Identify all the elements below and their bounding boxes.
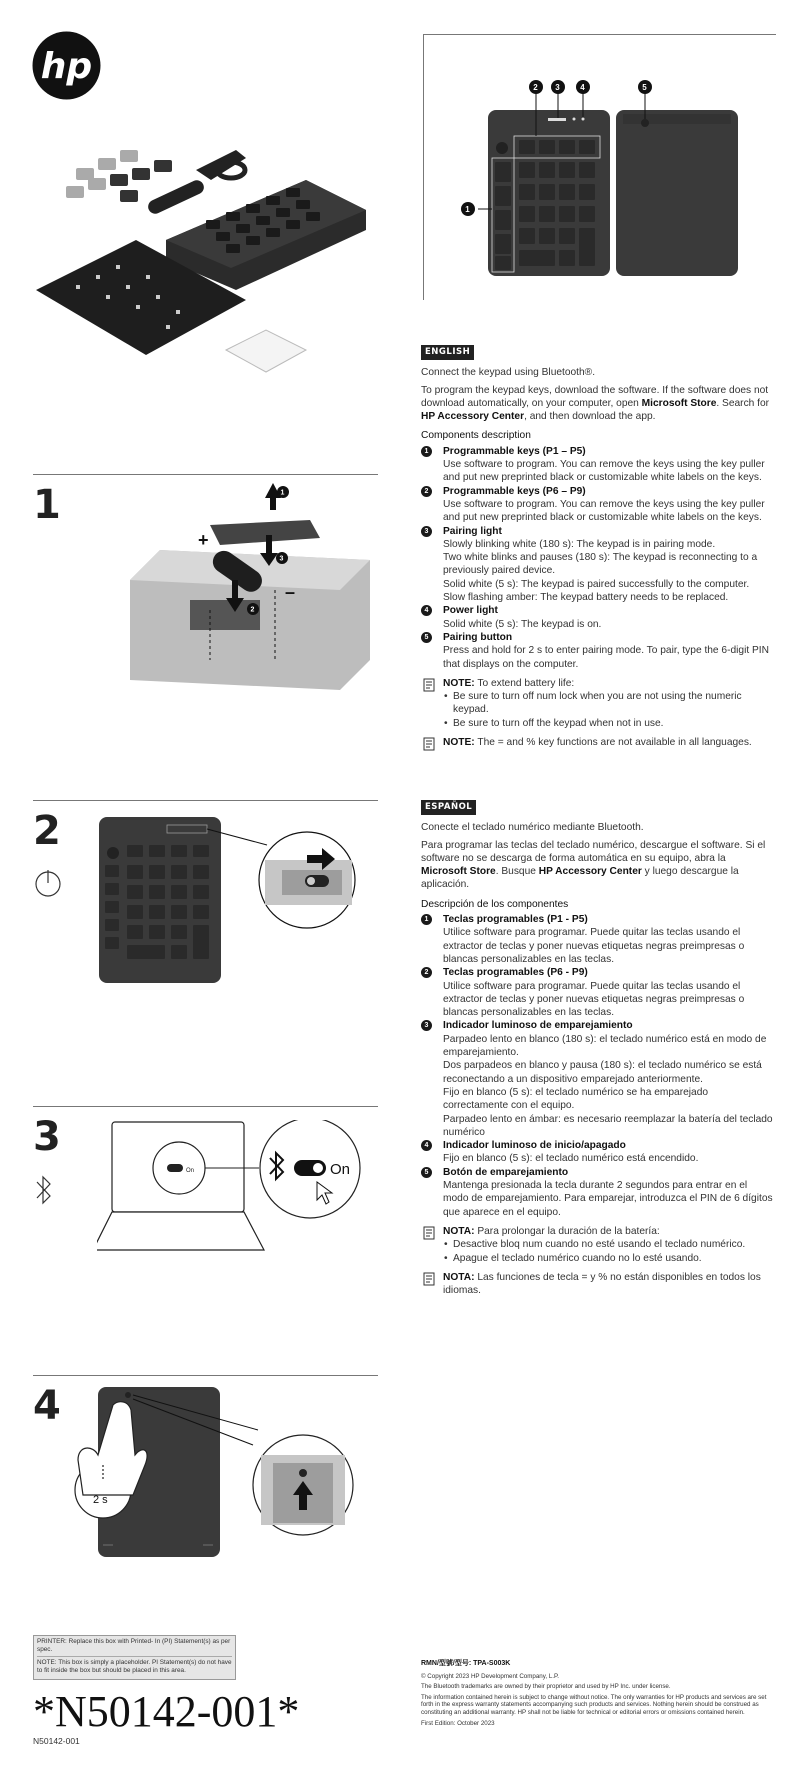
espanol-component-4: 4 Indicador luminoso de inicio/apagado Fijo en blanco (5 s): el teclado numérico está encendido.	[421, 1139, 773, 1166]
espanol-components-title: Descripción de los componentes	[421, 898, 569, 910]
step-1-number: 1	[33, 482, 61, 528]
edition: First Edition: October 2023	[421, 1719, 495, 1727]
step-2-power-on-illustration	[97, 815, 357, 985]
printer-line-2: NOTE: This box is simply a placeholder. PI Statement(s) do not have to fit inside the box but should be placed in this area.	[37, 1656, 232, 1675]
warranty-notice: The information contained herein is subject to change without notice. The only warranties for HP products and services are set forth in the express warranty statements accompanying such products and services. Nothing herein should be construed as constituting an additional warranty. HP shall not be liable for technical or editorial errors or omissions contained herein.	[421, 1693, 767, 1716]
legal-block	[421, 1660, 773, 1730]
power-icon	[34, 868, 62, 898]
copyright: © Copyright 2023 HP Development Company, L.P.	[421, 1672, 560, 1680]
barcode-text: *N50142-001*	[33, 1687, 300, 1736]
espanol-note-battery: NOTA: Para prolongar la duración de la batería: • Desactive bloq num cuando no esté usando el teclado numérico. • Apague el teclado numérico cuando no lo esté usando.	[421, 1225, 773, 1265]
note-icon	[423, 737, 435, 751]
box-contents-illustration	[36, 150, 386, 390]
english-component-1: 1 Programmable keys (P1 – P5) Use software to program. You can remove the keys using the key puller and put new preprinted black or customizable white labels on the keys.	[421, 445, 773, 485]
espanol-program: Para programar las teclas del teclado numérico, descargue el software. Si el software no se descarga de forma automática en su equipo, abra la Microsoft Store. Busque HP Accessory Center y luego descargue la aplicación.	[421, 839, 766, 891]
step-3-on-large: On	[330, 1161, 351, 1178]
english-note-battery: NOTE: To extend battery life: • Be sure to turn off num lock when you are not using the numeric keypad. • Be sure to turn off the keypad when not in use.	[421, 677, 773, 730]
english-intro: Connect the keypad using Bluetooth®.	[421, 367, 596, 379]
english-component-5: 5 Pairing button Press and hold for 2 s to enter pairing mode. To pair, type the 6-digit PIN that displays on the computer.	[421, 631, 773, 671]
svg-text:3: 3	[279, 555, 284, 563]
svg-text:1: 1	[280, 489, 285, 497]
english-program: To program the keypad keys, download the software. If the software does not download automatically, on your computer, open Microsoft Store. Search for HP Accessory Center, and then download the app.	[421, 384, 770, 423]
printer-placeholder-box	[33, 1635, 236, 1680]
espanol-section	[421, 800, 773, 1297]
svg-text:1: 1	[465, 205, 470, 214]
step-4-number: 4	[33, 1383, 61, 1429]
bluetooth-trademark: The Bluetooth trademarks are owned by their proprietor and used by HP Inc. under license.	[421, 1683, 671, 1691]
note-icon	[423, 1272, 435, 1286]
espanol-component-1: 1 Teclas programables (P1 - P5) Utilice software para programar. Puede quitar las teclas usando el extractor de teclas y poner nuevas etiquetas negras preimpresas o blancas personalizables en las teclas.	[421, 913, 773, 966]
svg-text:4: 4	[580, 83, 585, 92]
english-components-title: Components description	[421, 430, 531, 442]
step-3-on-small: On	[186, 1168, 195, 1174]
polarity-minus: –	[285, 582, 296, 602]
step-3-pair-illustration	[97, 1120, 362, 1255]
espanol-component-2: 2 Teclas programables (P6 - P9) Utilice software para programar. Puede quitar las teclas usando el extractor de teclas y poner nuevas etiquetas negras preimpresas o blancas personalizables en las teclas.	[421, 966, 773, 1019]
polarity-plus: +	[198, 530, 209, 550]
espanol-note-keys: NOTA: Las funciones de tecla = y % no están disponibles en todos los idiomas.	[421, 1271, 773, 1298]
step-4-pairing-button-illustration	[73, 1385, 363, 1560]
english-section	[421, 345, 773, 749]
part-number: N50142-001	[33, 1736, 80, 1746]
svg-text:3: 3	[555, 83, 560, 92]
step-2-number: 2	[33, 808, 61, 854]
components-diagram	[448, 78, 748, 278]
regulatory-model-number: RMN/型號/型号: TPA-S003K	[421, 1660, 511, 1667]
bluetooth-icon	[34, 1172, 54, 1208]
english-component-2: 2 Programmable keys (P6 – P9) Use software to program. You can remove the keys using the key puller and put new preprinted black or customizable white labels on the keys.	[421, 485, 773, 525]
espanol-component-5: 5 Botón de emparejamiento Mantenga presionada la tecla durante 2 segundos para entrar en el modo de emparejamiento. Para emparejar, introduzca el PIN de 6 dígitos que aparece en el equipo.	[421, 1166, 773, 1219]
hp-logo-text: hp	[40, 46, 93, 87]
english-component-3: 3 Pairing light Slowly blinking white (180 s): The keypad is in pairing mode. Two white blinks and pauses (180 s): The keypad is reconnecting to a previously paired device. Solid white (5 s): The keypad is paired successfully to the computer. Slow flashing amber: The keypad battery needs to be replaced.	[421, 525, 773, 605]
note-icon	[423, 1226, 435, 1240]
step-4-time-label: 2 s	[93, 1494, 108, 1506]
step-3-number: 3	[33, 1114, 61, 1160]
svg-text:5: 5	[642, 83, 647, 92]
hp-logo	[32, 31, 101, 100]
step-1-battery-illustration	[130, 480, 380, 700]
svg-text:2: 2	[533, 83, 538, 92]
svg-text:2: 2	[250, 606, 255, 614]
english-component-4: 4 Power light Solid white (5 s): The keypad is on.	[421, 604, 773, 631]
english-note-keys: NOTE: The = and % key functions are not available in all languages.	[421, 736, 773, 749]
espanol-label: ESPAÑOL	[421, 800, 476, 815]
espanol-intro: Conecte el teclado numérico mediante Bluetooth.	[421, 822, 644, 834]
note-icon	[423, 678, 435, 692]
english-label: ENGLISH	[421, 345, 474, 360]
printer-line-1: PRINTER: Replace this box with Printed- In (PI) Statement(s) as per spec.	[37, 1638, 231, 1653]
espanol-component-3: 3 Indicador luminoso de emparejamiento Parpadeo lento en blanco (180 s): el teclado numérico está en modo de emparejamiento. Dos parpadeos en blanco y pausa (180 s): el teclado numérico se está reconectando a un dispositivo emparejado anteriormente. Fijo en blanco (5 s): el teclado numérico se ha emparejado correctamente con el equipo. Parpadeo lento en ámbar: es necesario reemplazar la batería del teclado numérico	[421, 1019, 773, 1139]
